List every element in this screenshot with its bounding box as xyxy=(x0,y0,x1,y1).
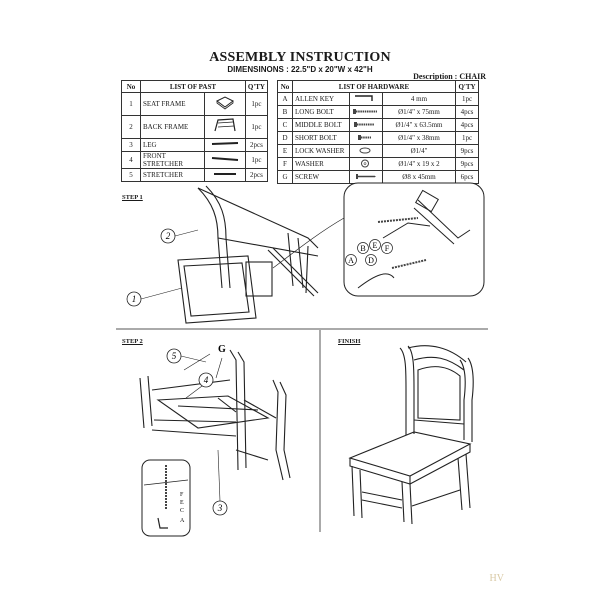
row-qty: 2pcs xyxy=(245,139,267,152)
dimensions-text: DIMENSINONS : 22.5"D x 20"W x 42"H xyxy=(227,65,373,74)
step2-label: STEP 2 xyxy=(122,338,143,345)
col-no: No xyxy=(278,81,293,93)
row-no: 3 xyxy=(122,139,141,152)
row-no: G xyxy=(278,171,293,184)
callout-3: 3 xyxy=(217,503,223,513)
finish-chair-illustration xyxy=(330,340,490,530)
row-no: D xyxy=(278,132,293,145)
step1-label: STEP 1 xyxy=(122,194,143,201)
row-qty: 2pcs xyxy=(245,169,267,182)
row-qty: 6pcs xyxy=(456,171,479,184)
row-qty: 1pc xyxy=(456,132,479,145)
description-text: Description : CHAIR xyxy=(413,72,486,81)
row-size: Ø1/4" x 75mm xyxy=(383,106,456,119)
row-size: Ø1/4" x 19 x 2 xyxy=(383,158,456,171)
hw-callout-F: F xyxy=(384,244,390,253)
row-no: C xyxy=(278,119,293,132)
row-name: SCREW xyxy=(293,171,350,184)
watermark: HV xyxy=(489,573,504,584)
row-name: SEAT FRAME xyxy=(141,93,205,116)
callout-2-text: 2 xyxy=(165,231,171,241)
step2-diagram xyxy=(118,340,318,538)
row-no: 2 xyxy=(122,116,141,139)
row-name: LOCK WASHER xyxy=(293,145,350,158)
row-qty: 1pc xyxy=(456,93,479,106)
hw-callout-A: A xyxy=(348,256,354,265)
callout-5: 5 xyxy=(171,351,177,361)
row-size: Ø1/4" x 38mm xyxy=(383,132,456,145)
row-no: 5 xyxy=(122,169,141,182)
col-name: LIST OF HARDWARE xyxy=(293,81,456,93)
row-size: 4 mm xyxy=(383,93,456,106)
row-name: FRONT STRETCHER xyxy=(141,152,205,169)
row-size: Ø8 x 45mm xyxy=(383,171,456,184)
hw-stack-C: C xyxy=(180,508,185,514)
row-qty: 1pc xyxy=(245,116,267,139)
callout-4: 4 xyxy=(203,375,209,385)
row-name: BACK FRAME xyxy=(141,116,205,139)
hw-callout-B: B xyxy=(360,244,366,253)
col-name: LIST OF PAST xyxy=(141,81,246,93)
col-qty: Q'TY xyxy=(456,81,479,93)
row-no: 1 xyxy=(122,93,141,116)
row-name: MIDDLE BOLT xyxy=(293,119,350,132)
row-no: F xyxy=(278,158,293,171)
row-name: LONG BOLT xyxy=(293,106,350,119)
callout-1-text: 1 xyxy=(131,294,137,304)
row-qty: 4pcs xyxy=(456,106,479,119)
row-qty: 4pcs xyxy=(456,119,479,132)
finish-label: FINISH xyxy=(338,338,361,345)
row-no: E xyxy=(278,145,293,158)
row-no: A xyxy=(278,93,293,106)
col-qty: Q'TY xyxy=(245,81,267,93)
hw-callout-D: D xyxy=(368,256,374,265)
hw-callout-E: E xyxy=(372,241,378,250)
row-size: Ø1/4" xyxy=(383,145,456,158)
row-name: ALLEN KEY xyxy=(293,93,350,106)
hw-stack-F: F xyxy=(180,492,184,498)
hw-stack-A: A xyxy=(180,518,185,524)
row-no: 4 xyxy=(122,152,141,169)
row-no: B xyxy=(278,106,293,119)
hw-top-G: G xyxy=(218,344,226,355)
row-qty: 9pcs xyxy=(456,145,479,158)
row-name: WASHER xyxy=(293,158,350,171)
hw-stack-E: E xyxy=(180,500,184,506)
row-size: Ø1/4" x 63.5mm xyxy=(383,119,456,132)
row-name: STRETCHER xyxy=(141,169,205,182)
row-qty: 1pc xyxy=(245,93,267,116)
row-name: SHORT BOLT xyxy=(293,132,350,145)
step1-diagram xyxy=(118,178,490,328)
row-qty: 9pcs xyxy=(456,158,479,171)
row-name: LEG xyxy=(141,139,205,152)
page-title: ASSEMBLY INSTRUCTION xyxy=(209,50,391,65)
col-no: No xyxy=(122,81,141,93)
row-qty: 1pc xyxy=(245,152,267,169)
